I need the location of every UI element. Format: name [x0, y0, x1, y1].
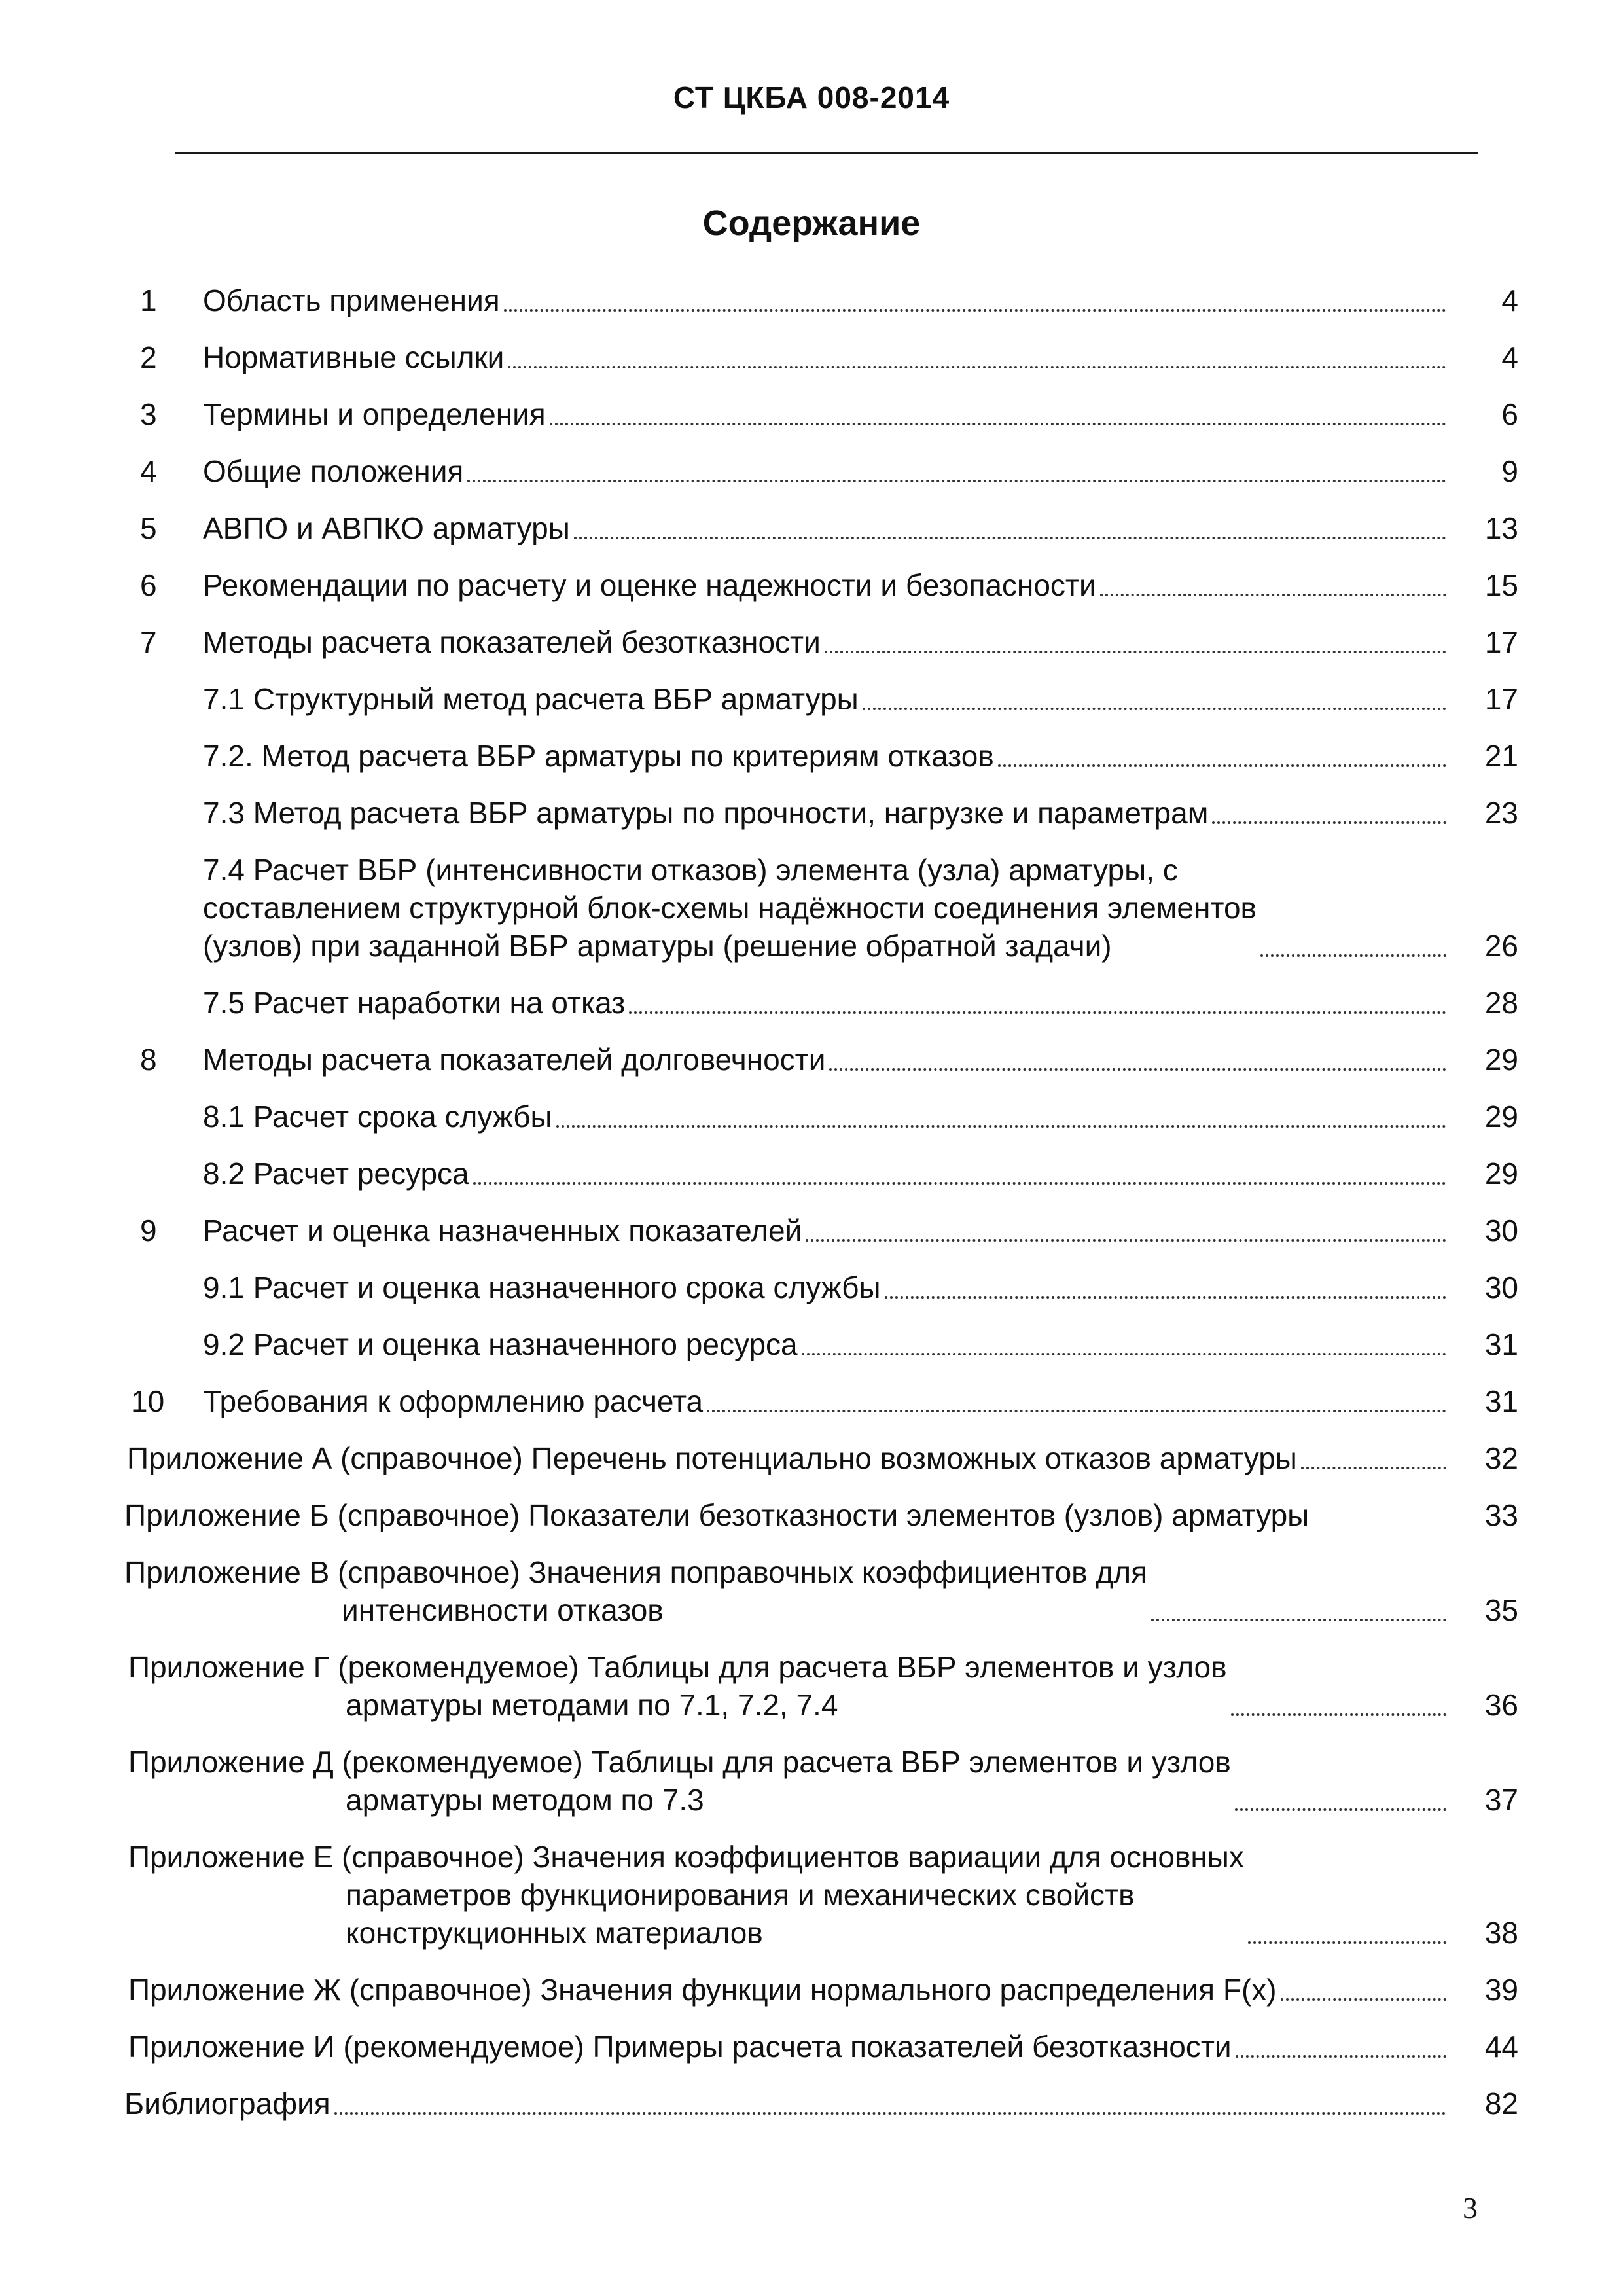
toc-entry-number: 1	[140, 283, 157, 317]
toc-entry-title: Термины и определения	[203, 397, 546, 431]
toc-appendix-title	[124, 1553, 1147, 1629]
dot-leader	[1235, 1808, 1446, 1811]
toc-appendix-title-line: арматуры методом по 7.3	[346, 1783, 704, 1817]
toc-entry-title: 7.2. Метод расчета ВБР арматуры по критериям отказов	[203, 739, 994, 773]
toc-appendix-title: Приложение Б (справочное) Показатели безотказности элементов (узлов) арматуры	[124, 1498, 1310, 1532]
toc-entry[interactable]	[131, 509, 1518, 547]
toc-entry-page: 29	[1484, 1043, 1518, 1077]
toc-subentry[interactable]	[131, 680, 1518, 718]
toc-subentry[interactable]	[131, 1268, 1518, 1306]
toc-entry-title: 7.1 Структурный метод расчета ВБР арматуры	[203, 682, 859, 716]
toc-appendix-entry[interactable]	[124, 2085, 1518, 2123]
dot-leader	[1281, 1998, 1446, 2001]
toc-appendix-entry[interactable]	[124, 1496, 1518, 1534]
toc-appendix-title	[128, 1648, 1227, 1724]
dot-leader	[1151, 1619, 1446, 1621]
toc-bibliography-title: Библиография	[124, 2087, 330, 2121]
toc-appendix-entry[interactable]	[128, 1838, 1518, 1952]
toc-subentry[interactable]	[131, 1325, 1518, 1363]
dot-leader	[802, 1353, 1446, 1355]
toc-entry-title-line: (узлов) при заданной ВБР арматуры (решение обратной задачи)	[203, 929, 1112, 963]
toc-entry-title: 8.1 Расчет срока службы	[203, 1100, 552, 1134]
toc-entry-page: 15	[1484, 568, 1518, 602]
toc-entry-title-line: 7.4 Расчет ВБР (интенсивности отказов) элемента (узла) арматуры, с	[203, 853, 1178, 887]
toc-entry[interactable]	[131, 566, 1518, 604]
toc-appendix-title-line: параметров функционирования и механических свойств	[346, 1878, 1135, 1912]
toc-appendix-title-line: конструкционных материалов	[346, 1916, 763, 1950]
dot-leader	[473, 1182, 1446, 1185]
toc-entry-page: 35	[1484, 1593, 1518, 1627]
toc-entry-number: 6	[140, 568, 157, 602]
toc-entry-page: 28	[1484, 986, 1518, 1020]
dot-leader	[1100, 594, 1446, 596]
toc-entry-number: 7	[140, 625, 157, 659]
table-of-contents	[124, 281, 1518, 2142]
toc-entry-page: 29	[1484, 1100, 1518, 1134]
toc-entry-page: 36	[1484, 1688, 1518, 1722]
dot-leader	[825, 651, 1446, 653]
toc-entry-page: 38	[1484, 1916, 1518, 1950]
toc-appendix-title-line: Приложение Д (рекомендуемое) Таблицы для расчета ВБР элементов и узлов	[128, 1745, 1231, 1779]
toc-entry-page: 26	[1484, 929, 1518, 963]
dot-leader	[504, 309, 1446, 312]
toc-appendix-title-line: Приложение Е (справочное) Значения коэффициентов вариации для основных	[128, 1840, 1244, 1874]
dot-leader	[508, 366, 1446, 368]
document-code: СТ ЦКБА 008-2014	[673, 81, 950, 115]
toc-appendix-title-line: Приложение Г (рекомендуемое) Таблицы для расчета ВБР элементов и узлов	[128, 1650, 1227, 1684]
toc-entry-title: АВПО и АВПКО арматуры	[203, 511, 570, 545]
toc-entry-number: 3	[140, 397, 157, 431]
toc-appendix-title: Приложение Ж (справочное) Значения функции нормального распределения F(x)	[128, 1973, 1277, 2007]
dot-leader	[1248, 1941, 1446, 1944]
toc-entry[interactable]	[131, 395, 1518, 433]
toc-entry-title: 9.1 Расчет и оценка назначенного срока службы	[203, 1270, 881, 1304]
toc-subentry[interactable]	[131, 1155, 1518, 1193]
toc-entry-page: 4	[1501, 340, 1518, 374]
toc-entry-title: 7.5 Расчет наработки на отказ	[203, 986, 626, 1020]
toc-entry-number: 5	[140, 511, 157, 545]
dot-leader	[829, 1068, 1446, 1071]
toc-appendix-title: Приложение И (рекомендуемое) Примеры расчета показателей безотказности	[128, 2030, 1232, 2064]
toc-entry-title: Методы расчета показателей безотказности	[203, 625, 821, 659]
dot-leader	[1301, 1467, 1446, 1469]
toc-entry-page: 17	[1484, 682, 1518, 716]
toc-appendix-title	[128, 1838, 1244, 1952]
toc-entry[interactable]	[131, 1041, 1518, 1079]
toc-entry-page: 23	[1484, 796, 1518, 830]
toc-entry[interactable]	[131, 1382, 1518, 1420]
dot-leader	[806, 1239, 1446, 1242]
dot-leader	[334, 2112, 1446, 2115]
toc-entry-page: 32	[1484, 1441, 1518, 1475]
toc-entry-number: 8	[140, 1043, 157, 1077]
toc-entry-page: 82	[1484, 2087, 1518, 2121]
toc-entry-number: 10	[131, 1384, 165, 1418]
toc-entry-number: 9	[140, 1213, 157, 1247]
toc-entry-title: Методы расчета показателей долговечности	[203, 1043, 826, 1077]
toc-subentry[interactable]	[131, 984, 1518, 1022]
toc-appendix-entry[interactable]	[128, 1648, 1518, 1724]
toc-entry[interactable]	[131, 338, 1518, 376]
toc-appendix-title: Приложение А (справочное) Перечень потенциально возможных отказов арматуры	[127, 1441, 1297, 1475]
toc-entry-page: 9	[1501, 454, 1518, 488]
toc-entry-title	[203, 851, 1257, 965]
toc-entry-page: 4	[1501, 283, 1518, 317]
toc-subentry[interactable]	[131, 794, 1518, 832]
toc-entry-title: Область применения	[203, 283, 500, 317]
toc-appendix-title-line: интенсивности отказов	[342, 1593, 664, 1627]
dot-leader	[707, 1410, 1446, 1412]
toc-entry-page: 44	[1484, 2030, 1518, 2064]
toc-subentry[interactable]	[131, 1098, 1518, 1136]
toc-entry-number: 4	[140, 454, 157, 488]
toc-appendix-title-line: арматуры методами по 7.1, 7.2, 7.4	[346, 1688, 838, 1722]
toc-entry-title: 8.2 Расчет ресурса	[203, 1157, 469, 1191]
toc-entry[interactable]	[131, 452, 1518, 490]
toc-entry-page: 33	[1484, 1498, 1518, 1532]
dot-leader	[556, 1125, 1446, 1128]
toc-entry-title: Расчет и оценка назначенных показателей	[203, 1213, 802, 1247]
toc-entry[interactable]	[131, 623, 1518, 661]
dot-leader	[863, 708, 1446, 710]
toc-entry-title: Рекомендации по расчету и оценке надежности и безопасности	[203, 568, 1096, 602]
toc-entry[interactable]	[131, 281, 1518, 319]
toc-entry-page: 37	[1484, 1783, 1518, 1817]
toc-entry-title-line: составлением структурной блок-схемы надёжности соединения элементов	[203, 891, 1257, 925]
toc-appendix-entry[interactable]	[128, 2028, 1518, 2066]
dot-leader	[998, 764, 1446, 767]
toc-entry-number: 2	[140, 340, 157, 374]
toc-entry-title: Общие положения	[203, 454, 464, 488]
toc-entry-page: 6	[1501, 397, 1518, 431]
toc-entry-page: 31	[1484, 1384, 1518, 1418]
toc-entry-page: 13	[1484, 511, 1518, 545]
toc-entry-page: 30	[1484, 1213, 1518, 1247]
toc-appendix-title-line: Приложение В (справочное) Значения поправочных коэффициентов для	[124, 1555, 1147, 1589]
toc-appendix-entry[interactable]	[124, 1553, 1518, 1629]
dot-leader	[1236, 2055, 1446, 2058]
toc-entry-page: 17	[1484, 625, 1518, 659]
toc-appendix-entry[interactable]	[127, 1439, 1518, 1477]
toc-appendix-title	[128, 1743, 1231, 1819]
toc-appendix-entry[interactable]	[128, 1971, 1518, 2009]
dot-leader	[574, 537, 1446, 539]
toc-entry-page: 21	[1484, 739, 1518, 773]
dot-leader	[467, 480, 1446, 482]
toc-entry-page: 31	[1484, 1327, 1518, 1361]
toc-subentry[interactable]	[131, 851, 1518, 965]
dot-leader	[629, 1011, 1446, 1014]
dot-leader	[1212, 821, 1446, 824]
toc-subentry[interactable]	[131, 737, 1518, 775]
toc-entry-page: 29	[1484, 1157, 1518, 1191]
dot-leader	[885, 1296, 1446, 1299]
dot-leader	[1231, 1713, 1446, 1716]
toc-heading: Содержание	[702, 204, 921, 243]
toc-entry-title: 9.2 Расчет и оценка назначенного ресурса	[203, 1327, 798, 1361]
toc-entry[interactable]	[131, 1211, 1518, 1249]
header-divider	[175, 152, 1478, 154]
toc-entry-page: 39	[1484, 1973, 1518, 2007]
toc-entry-title: 7.3 Метод расчета ВБР арматуры по прочности, нагрузке и параметрам	[203, 796, 1209, 830]
dot-leader	[550, 423, 1446, 425]
dot-leader	[1260, 954, 1446, 957]
toc-appendix-entry[interactable]	[128, 1743, 1518, 1819]
toc-entry-title: Нормативные ссылки	[203, 340, 505, 374]
toc-entry-title: Требования к оформлению расчета	[203, 1384, 704, 1418]
toc-entry-page: 30	[1484, 1270, 1518, 1304]
page-number: 3	[1463, 2191, 1478, 2225]
